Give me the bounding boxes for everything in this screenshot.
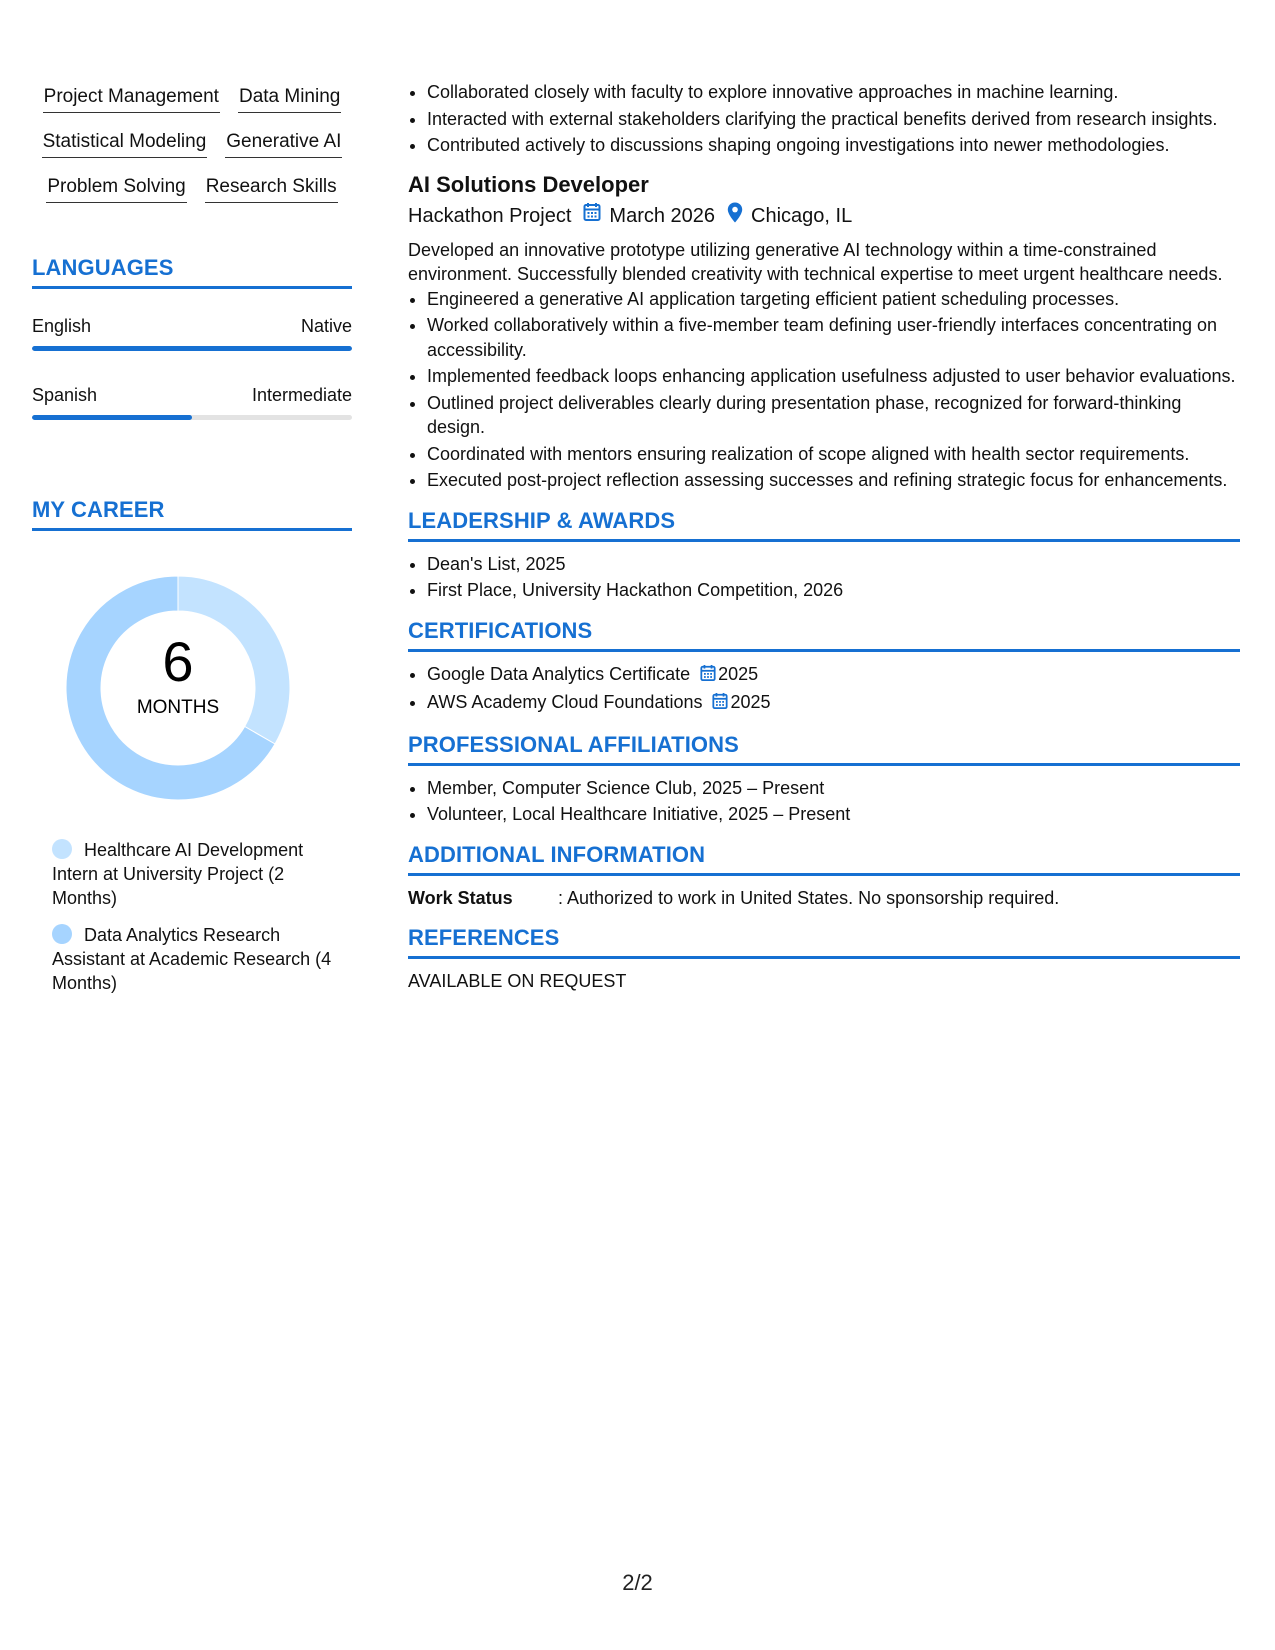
career-donut-chart [66, 576, 290, 800]
legend-item [52, 923, 342, 995]
references-heading: REFERENCES [408, 924, 1240, 959]
skills-tags [32, 84, 352, 219]
affiliation-item: • Member, Computer Science Club, 2025 – Present [427, 776, 1240, 801]
skill-tag: Data Mining [238, 84, 341, 113]
calendar-icon [712, 692, 728, 717]
job-date: March 2026 [609, 205, 716, 227]
language-item-english [32, 314, 352, 351]
language-proficiency-bar [32, 346, 352, 351]
award-item: • Dean's List, 2025 [427, 552, 1240, 577]
job-bullets [408, 287, 1240, 493]
language-level: Native [300, 316, 352, 336]
certifications-list [408, 662, 1240, 717]
affiliations-list [408, 776, 1240, 827]
prev-job-bullets [408, 80, 1240, 158]
legend-swatch [52, 839, 72, 859]
skill-tag: Generative AI [225, 129, 342, 158]
bullet-item: • Implemented feedback loops enhancing application usefulness adjusted to user behavior evaluations. [427, 364, 1240, 389]
affiliation-item: • Volunteer, Local Healthcare Initiative, 2025 – Present [427, 802, 1240, 827]
references-text: AVAILABLE ON REQUEST [408, 971, 627, 991]
job-meta [408, 202, 1240, 231]
skill-tag: Project Management [43, 84, 220, 113]
certification-name: Google Data Analytics Certificate [427, 663, 691, 684]
calendar-icon [700, 664, 716, 689]
certifications-heading: CERTIFICATIONS [408, 617, 1240, 652]
bullet-item: • Contributed actively to discussions shaping ongoing investigations into newer methodologies. [427, 133, 1240, 158]
career-total-unit: MONTHS [136, 697, 220, 718]
work-status-label: Work Status [408, 887, 513, 908]
certification-item [427, 690, 1240, 717]
certification-year: 2025 [730, 692, 771, 712]
skill-row [32, 84, 352, 129]
job-location: Chicago, IL [751, 205, 853, 227]
skill-tag: Problem Solving [46, 174, 186, 203]
bullet-item: • Outlined project deliverables clearly during presentation phase, recognized for forward-thinking design. [427, 391, 1240, 440]
languages-heading: LANGUAGES [32, 254, 352, 289]
bullet-item: • Engineered a generative AI application targeting efficient patient scheduling processes. [427, 287, 1240, 312]
career-heading: MY CAREER [32, 496, 352, 531]
language-item-spanish [32, 383, 352, 420]
language-proficiency-fill [32, 346, 352, 351]
work-status-row [408, 886, 1240, 911]
affiliations-heading: PROFESSIONAL AFFILIATIONS [408, 731, 1240, 766]
bullet-item: • Interacted with external stakeholders clarifying the practical benefits derived from research insights. [427, 107, 1240, 132]
location-pin-icon [727, 202, 743, 231]
bullet-item: • Executed post-project reflection assessing successes and refining strategic focus for enhancements. [427, 468, 1240, 493]
bullet-item: • Worked collaboratively within a five-member team defining user-friendly interfaces concentrating on accessibility. [427, 313, 1240, 362]
job-description: Developed an innovative prototype utilizing generative AI technology within a time-constrained environment. Successfully blended creativity with technical expertise to meet urgent healthcare needs. [408, 239, 1223, 284]
certification-item [427, 662, 1240, 689]
bullet-item: • Coordinated with mentors ensuring realization of scope aligned with health sector requirements. [427, 442, 1240, 467]
language-name: Spanish [32, 385, 98, 405]
right-column [408, 80, 1240, 994]
awards-heading: LEADERSHIP & AWARDS [408, 507, 1240, 542]
skill-row [32, 129, 352, 174]
page-number: 2/2 [622, 1570, 653, 1595]
job-company: Hackathon Project [408, 205, 572, 227]
career-total-value: 6 [162, 630, 194, 693]
language-proficiency-bar [32, 415, 352, 420]
language-proficiency-fill [32, 415, 192, 420]
language-level: Intermediate [251, 385, 352, 405]
bullet-item: • Collaborated closely with faculty to explore innovative approaches in machine learning. [427, 80, 1240, 105]
legend-item [52, 838, 342, 910]
awards-list [408, 552, 1240, 603]
skill-tag: Research Skills [205, 174, 338, 203]
skill-row [32, 174, 352, 219]
calendar-icon [583, 202, 601, 230]
certification-year: 2025 [718, 663, 759, 684]
legend-swatch [52, 924, 72, 944]
certification-name: AWS Academy Cloud Foundations [427, 692, 703, 712]
legend-label: Healthcare AI Development Intern at University Project (2 Months) [52, 840, 304, 908]
legend-label: Data Analytics Research Assistant at Academic Research (4 Months) [52, 925, 332, 993]
skill-tag: Statistical Modeling [42, 129, 208, 158]
language-name: English [32, 316, 92, 336]
career-legend [52, 838, 342, 1008]
additional-info-heading: ADDITIONAL INFORMATION [408, 841, 1240, 876]
job-title: AI Solutions Developer [408, 171, 649, 197]
work-status-value: : Authorized to work in United States. No sponsorship required. [558, 887, 1060, 908]
award-item: • First Place, University Hackathon Competition, 2026 [427, 578, 1240, 603]
